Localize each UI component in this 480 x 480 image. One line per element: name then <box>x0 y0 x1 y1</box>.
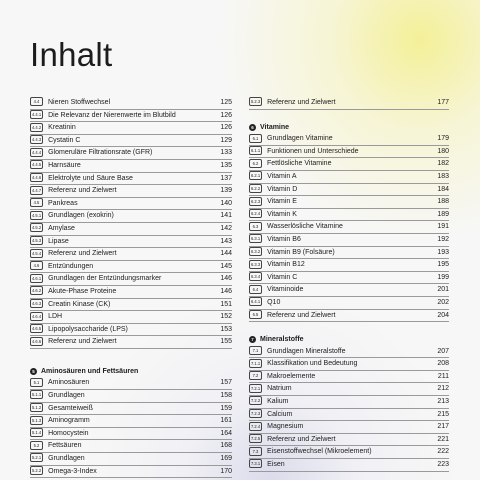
toc-entry-label: Omega-3-Index <box>48 467 97 475</box>
toc-entry[interactable] <box>30 173 232 186</box>
toc-entry-label: Gesamteiweiß <box>48 404 93 412</box>
section-number-tag: 6.2.3 <box>251 198 261 204</box>
toc-entry[interactable] <box>30 286 232 299</box>
section-number-tag: 6.1.1 <box>251 148 261 154</box>
toc-entry[interactable] <box>249 158 449 171</box>
toc-entry-label: Referenz und Zielwert <box>267 99 336 106</box>
toc-entry[interactable] <box>249 234 449 247</box>
toc-entry-label: Referenz und Zielwert <box>267 311 336 319</box>
toc-entry[interactable] <box>249 371 449 384</box>
section-number-tag: 7.2.3 <box>251 411 261 417</box>
toc-entry-page: 204 <box>437 311 449 319</box>
toc-entry-label: Referenz und Zielwert <box>48 187 117 195</box>
toc-entry-label: LDH <box>48 313 63 321</box>
section-number-tag: 4.5.1 <box>32 212 42 218</box>
toc-entry[interactable] <box>249 259 449 272</box>
toc-entry-label: Pankreas <box>48 199 78 207</box>
toc-entry-label: Lipopolysaccharide (LPS) <box>48 325 128 333</box>
toc-entry[interactable] <box>249 171 449 184</box>
toc-entry-page: 139 <box>220 187 232 195</box>
toc-entry[interactable] <box>249 459 449 472</box>
toc-entry[interactable] <box>249 196 449 209</box>
toc-entry-page: 193 <box>437 248 449 256</box>
toc-entry[interactable] <box>249 97 449 110</box>
toc-entry-page: 215 <box>437 410 449 418</box>
section-number-tag: 4.4.4 <box>32 149 42 155</box>
toc-entry-page: 183 <box>437 172 449 180</box>
toc-entry-page: 161 <box>220 417 232 425</box>
toc-entry-label: Eisenstoffwechsel (Mikroelement) <box>267 448 372 456</box>
toc-entry-page: 159 <box>220 404 232 412</box>
section-number-tag: 6.4 <box>249 285 262 294</box>
toc-entry-label: Funktionen und Unterschiede <box>267 147 359 155</box>
toc-entry-page: 155 <box>220 338 232 346</box>
toc-entry-page: 188 <box>437 198 449 206</box>
toc-entry-label: Grundlagen Mineralstoffe <box>267 347 346 355</box>
toc-entry[interactable] <box>30 122 232 135</box>
section-number-tag: 4.6.6 <box>32 338 42 344</box>
toc-entry-page: 126 <box>220 111 232 119</box>
toc-entry-label: Nieren Stoffwechsel <box>48 99 111 106</box>
section-number-tag: 4.6.3 <box>32 300 42 306</box>
toc-entry[interactable] <box>30 261 232 274</box>
section-number-tag: 7.2.5 <box>251 436 261 442</box>
section-number-tag: 5.2.2 <box>32 468 42 474</box>
section-number-tag: 6.3.2 <box>251 248 261 254</box>
toc-entry-page: 192 <box>437 235 449 243</box>
toc-entry-label: Natrium <box>267 385 292 393</box>
toc-entry-label: Grundlagen <box>48 392 85 400</box>
toc-list-right-mid <box>249 133 449 322</box>
section-number-tag: 4.6.4 <box>32 313 42 319</box>
section-number-tag: 6.3 <box>249 222 262 231</box>
toc-entry-page: 217 <box>437 423 449 431</box>
section-number-tag: 5.1.3 <box>32 417 42 423</box>
toc-entry[interactable] <box>30 403 232 416</box>
toc-entry-page: 146 <box>220 287 232 295</box>
toc-entry[interactable] <box>30 390 232 403</box>
toc-entry[interactable] <box>30 377 232 390</box>
toc-entry-label: Makroelemente <box>267 372 316 380</box>
toc-entry-label: Creatin Kinase (CK) <box>48 300 111 308</box>
section-number-tag: 4.4.1 <box>32 112 42 117</box>
toc-entry[interactable] <box>30 248 232 261</box>
toc-entry-label: Klassifikation und Bedeutung <box>267 360 358 368</box>
toc-entry[interactable] <box>249 421 449 434</box>
page-title: Inhalt <box>30 36 113 73</box>
toc-entry-label: Vitamin B12 <box>267 261 305 269</box>
toc-entry-label: Vitamin D <box>267 185 298 193</box>
toc-entry[interactable] <box>249 146 449 159</box>
toc-entry-page: 184 <box>437 185 449 193</box>
toc-entry-page: 208 <box>437 360 449 368</box>
toc-entry-page: 144 <box>220 250 232 258</box>
toc-entry-label: Calcium <box>267 410 293 418</box>
toc-entry[interactable] <box>30 440 232 453</box>
toc-entry-page: 146 <box>220 275 232 283</box>
section-title: Mineralstoffe <box>260 336 304 344</box>
toc-entry[interactable] <box>30 299 232 312</box>
toc-entry-label: Vitamin B9 (Folsäure) <box>267 248 335 256</box>
section-number-tag: 6.2.4 <box>251 211 261 217</box>
toc-entry-label: Grundlagen der Entzündungsmarker <box>48 275 162 283</box>
toc-entry[interactable] <box>30 415 232 428</box>
toc-entry-page: 145 <box>220 262 232 270</box>
toc-entry[interactable] <box>30 453 232 466</box>
toc-entry-page: 195 <box>437 261 449 269</box>
toc-entry-label: Homocystein <box>48 429 89 437</box>
toc-entry-label: Kreatinin <box>48 124 76 132</box>
toc-entry-label: Eisen <box>267 461 285 469</box>
toc-list-left-top <box>30 97 232 349</box>
section-number-tag: 7.3.1 <box>251 461 261 467</box>
section-number-tag: 4.4.2 <box>32 124 42 130</box>
toc-entry-label: Fettlösliche Vitamine <box>267 160 332 168</box>
toc-entry-page: 212 <box>437 385 449 393</box>
toc-entry-label: Referenz und Zielwert <box>48 338 117 346</box>
section-number-tag: 4.5.3 <box>32 237 42 243</box>
toc-entry[interactable] <box>30 311 232 324</box>
toc-entry-page: 142 <box>220 224 232 232</box>
section-number-tag: 5.2.3 <box>251 99 261 105</box>
toc-entry[interactable] <box>30 198 232 211</box>
section-number-tag: 6.1 <box>249 134 262 143</box>
toc-entry-page: 177 <box>437 99 449 106</box>
toc-entry-page: 211 <box>437 372 449 380</box>
toc-entry-label: Grundlagen (exokrin) <box>48 212 114 220</box>
toc-entry[interactable] <box>30 428 232 441</box>
section-number-tag: 4.4.3 <box>32 137 42 143</box>
section-number-tag: 5.2 <box>30 441 43 450</box>
section-number-tag: 4.5.2 <box>32 225 42 231</box>
toc-entry-page: 157 <box>220 379 232 387</box>
section-number-tag: 4.4 <box>30 97 43 106</box>
toc-entry-page: 168 <box>220 442 232 450</box>
toc-entry-label: Akute-Phase Proteine <box>48 287 117 295</box>
toc-entry[interactable] <box>30 336 232 349</box>
toc-entry-page: 153 <box>220 325 232 333</box>
section-heading-mineralstoffe[interactable] <box>249 334 449 346</box>
toc-entry[interactable] <box>249 272 449 285</box>
toc-entry[interactable] <box>30 223 232 236</box>
toc-entry-page: 223 <box>437 461 449 469</box>
section-number-tag: 4.6.2 <box>32 288 42 294</box>
toc-entry-label: Magnesium <box>267 423 304 431</box>
toc-entry-page: 201 <box>437 286 449 294</box>
toc-entry-label: Aminosäuren <box>48 379 90 387</box>
chapter-number-badge: 6 <box>249 124 256 131</box>
toc-entry-page: 182 <box>437 160 449 168</box>
toc-list-right-top <box>249 97 449 110</box>
toc-entry-page: 180 <box>437 147 449 155</box>
toc-entry-page: 158 <box>220 392 232 400</box>
toc-entry-label: Q10 <box>267 298 281 306</box>
toc-entry-page: 151 <box>220 300 232 308</box>
section-number-tag: 5.1.2 <box>32 405 42 411</box>
toc-entry[interactable] <box>249 247 449 260</box>
section-number-tag: 6.3.4 <box>251 274 261 280</box>
section-number-tag: 4.6.1 <box>32 275 42 281</box>
section-number-tag: 5.1 <box>30 378 43 387</box>
chapter-number-badge: 7 <box>249 336 256 343</box>
toc-entry[interactable] <box>249 346 449 359</box>
section-number-tag: 4.5 <box>30 198 43 207</box>
toc-entry-page: 141 <box>220 212 232 220</box>
toc-entry-page: 221 <box>437 435 449 443</box>
chapter-number-badge: 5 <box>30 368 37 375</box>
section-number-tag: 4.5.4 <box>32 250 42 256</box>
section-title: Vitamine <box>260 123 290 131</box>
section-number-tag: 6.3.1 <box>251 236 261 242</box>
section-number-tag: 6.4.1 <box>251 299 261 305</box>
section-number-tag: 5.1.1 <box>32 392 42 398</box>
toc-entry[interactable] <box>30 135 232 148</box>
section-number-tag: 4.4.7 <box>32 187 42 193</box>
toc-entry-label: Fettsäuren <box>48 442 82 450</box>
toc-entry-label: Harnsäure <box>48 161 81 169</box>
toc-entry[interactable] <box>30 110 232 123</box>
toc-entry-label: Referenz und Zielwert <box>48 250 117 258</box>
toc-entry[interactable] <box>30 160 232 173</box>
toc-entry-page: 129 <box>220 136 232 144</box>
toc-entry-label: Elektrolyte und Säure Base <box>48 174 133 182</box>
toc-entry-page: 207 <box>437 347 449 355</box>
section-number-tag: 7.3 <box>249 447 262 456</box>
toc-entry[interactable] <box>30 210 232 223</box>
toc-entry-label: Vitamin A <box>267 172 297 180</box>
toc-entry[interactable] <box>30 147 232 160</box>
toc-entry[interactable] <box>249 284 449 297</box>
section-number-tag: 4.4.6 <box>32 174 42 180</box>
section-number-tag: 6.2 <box>249 159 262 168</box>
toc-entry[interactable] <box>249 434 449 447</box>
toc-entry-label: Vitaminoide <box>267 286 304 294</box>
toc-entry-page: 189 <box>437 210 449 218</box>
toc-entry-page: 152 <box>220 313 232 321</box>
toc-entry-page: 202 <box>437 298 449 306</box>
toc-entry-label: Vitamin E <box>267 198 297 206</box>
section-number-tag: 4.6.5 <box>32 326 42 332</box>
toc-entry[interactable] <box>249 209 449 222</box>
toc-entry-label: Vitamin B6 <box>267 235 301 243</box>
toc-entry-page: 137 <box>220 174 232 182</box>
toc-entry-label: Aminogramm <box>48 417 90 425</box>
toc-entry-label: Cystatin C <box>48 136 81 144</box>
section-number-tag: 7.1 <box>249 346 262 355</box>
toc-entry-label: Grundlagen Vitamine <box>267 135 333 143</box>
toc-entry-label: Referenz und Zielwert <box>267 435 336 443</box>
toc-entry-page: 126 <box>220 124 232 132</box>
toc-entry[interactable] <box>30 97 232 110</box>
toc-entry-label: Kalium <box>267 398 289 406</box>
toc-entry[interactable] <box>249 409 449 422</box>
toc-entry[interactable] <box>249 396 449 409</box>
toc-entry-page: 170 <box>220 467 232 475</box>
toc-entry[interactable] <box>30 324 232 337</box>
toc-entry[interactable] <box>30 273 232 286</box>
toc-entry[interactable] <box>249 358 449 371</box>
toc-entry[interactable] <box>249 446 449 459</box>
toc-entry[interactable] <box>249 133 449 146</box>
toc-entry[interactable] <box>249 310 449 323</box>
toc-entry-label: Vitamin C <box>267 273 298 281</box>
section-number-tag: 7.2.4 <box>251 423 261 429</box>
section-number-tag: 5.1.4 <box>32 430 42 436</box>
toc-entry-label: Glomeruläre Filtrationsrate (GFR) <box>48 149 153 157</box>
toc-entry-page: 169 <box>220 455 232 463</box>
section-number-tag: 7.2.1 <box>251 385 261 391</box>
toc-entry-label: Die Relevanz der Nierenwerte im Blutbild <box>48 111 176 119</box>
section-number-tag: 6.2.2 <box>251 185 261 191</box>
section-heading-vitamine[interactable] <box>249 122 449 134</box>
toc-entry-page: 179 <box>437 135 449 143</box>
section-heading-aminosaeuren[interactable] <box>30 366 232 378</box>
toc-entry-label: Grundlagen <box>48 455 85 463</box>
section-number-tag: 4.4.5 <box>32 162 42 168</box>
toc-entry[interactable] <box>30 466 232 479</box>
toc-entry-label: Wasserlösliche Vitamine <box>267 223 343 231</box>
section-number-tag: 7.1.1 <box>251 360 261 366</box>
section-number-tag: 5.2.1 <box>32 455 42 461</box>
toc-entry-page: 125 <box>220 99 232 106</box>
toc-list-right-bottom <box>249 346 449 472</box>
section-number-tag: 6.2.1 <box>251 173 261 179</box>
toc-entry-page: 143 <box>220 237 232 245</box>
toc-entry[interactable] <box>30 236 232 249</box>
toc-entry-page: 191 <box>437 223 449 231</box>
section-number-tag: 4.6 <box>30 261 43 270</box>
toc-entry-label: Amylase <box>48 224 75 232</box>
toc-entry-page: 164 <box>220 429 232 437</box>
toc-entry-page: 199 <box>437 273 449 281</box>
section-number-tag: 6.3.3 <box>251 261 261 267</box>
toc-entry-page: 140 <box>220 199 232 207</box>
toc-column-right <box>249 97 449 472</box>
toc-list-left-bottom <box>30 377 232 478</box>
toc-entry-page: 133 <box>220 149 232 157</box>
toc-entry-page: 222 <box>437 448 449 456</box>
toc-column-left <box>30 97 232 478</box>
toc-entry[interactable] <box>30 185 232 198</box>
toc-entry[interactable] <box>249 184 449 197</box>
toc-entry[interactable] <box>249 383 449 396</box>
section-title: Aminosäuren und Fettsäuren <box>41 368 139 376</box>
toc-entry-label: Entzündungen <box>48 262 94 270</box>
toc-entry[interactable] <box>249 221 449 234</box>
toc-entry[interactable] <box>249 297 449 310</box>
toc-entry-page: 213 <box>437 398 449 406</box>
toc-entry-label: Lipase <box>48 237 69 245</box>
section-number-tag: 6.5 <box>249 310 262 319</box>
section-number-tag: 7.2.2 <box>251 398 261 404</box>
toc-entry-page: 135 <box>220 161 232 169</box>
toc-entry-label: Vitamin K <box>267 210 297 218</box>
section-number-tag: 7.2 <box>249 371 262 380</box>
